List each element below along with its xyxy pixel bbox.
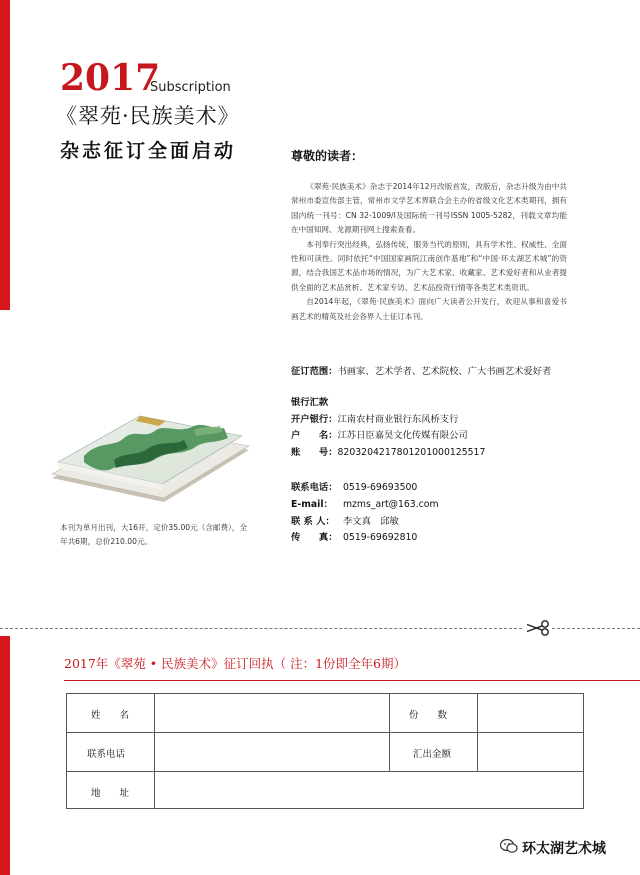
bank-row [291,445,485,462]
letter-body [291,180,567,324]
form-label-copies: 份 数 [409,710,448,721]
scope-value: 书画家、艺术学者、艺术院校、广大书画艺术爱好者 [337,366,552,377]
form-label-address: 地 址 [91,788,130,799]
receipt-title: 2017年《翠苑 • 民族美术》征订回执（ 注：1份即全年6期） [64,656,407,671]
bank-label: 户 名： [291,430,338,441]
contact-value: 李文真 邱敏 [343,515,399,527]
contact-value: mzms_art@163.com [343,498,439,510]
contact-label: E-mail： [291,498,333,510]
bank-label: 开户银行： [291,413,338,425]
subscription-scope [291,363,551,377]
red-side-bar-bottom [0,636,10,875]
watermark-text: 环太湖艺术城 [522,841,606,857]
form-label-phone: 联系电话 [87,749,126,760]
contact-row [291,530,439,547]
book-caption: 本刊为单月出刊，大16开，定价35.00元（含邮费），全年共6期，总价210.00元。 [60,523,248,546]
contact-row [291,497,439,514]
copies-field[interactable] [478,695,583,731]
bank-value: 江南农村商业银行东风桥支行 [337,413,459,425]
scope-label: 征订范围： [291,366,338,377]
letter-paragraph-3: 自2014年起，《翠苑·民族美术》面向广大读者公开发行，欢迎从事和喜爱书画艺术的精英及社会各界人士征订本刊。 [291,297,567,321]
form-label-name: 姓 名 [91,710,130,721]
scissors-icon [525,619,551,637]
name-field[interactable] [155,695,388,731]
magazine-cover-image [44,400,254,505]
salutation: 尊敬的读者： [291,149,364,163]
contact-row [291,480,439,497]
form-col-divider [389,694,390,771]
contact-info [291,480,439,547]
magazine-subtitle: 杂志征订全面启动 [60,140,237,162]
letter-paragraph-1: 《翠苑·民族美术》杂志于2014年12月改版首发，改版后，杂志升级为由中共常州市委宣传部主管，常州市文学艺术界联合会主办的省级文化艺术类期刊，拥有国内统一刊号：CN 32-1009/I及国际统一刊号ISSN 1005-5282，刊载文章均能在中国知网、龙源期刊网上搜索查看。 [291,182,567,235]
amount-field[interactable] [478,733,583,770]
bank-value: 江苏日臣嘉昊文化传媒有限公司 [337,430,468,441]
form-label-amount: 汇出金额 [413,749,452,760]
bank-row [291,412,485,429]
bank-info [291,395,485,461]
cut-line [0,628,522,629]
receipt-form [66,693,584,809]
magazine-title: 《翠苑·民族美术》 [56,104,240,128]
contact-label: 传 真： [291,532,338,544]
red-side-bar-top [0,0,10,310]
contact-row [291,514,439,531]
wechat-icon [500,838,518,854]
bank-label: 账 号： [291,446,338,458]
bank-value: 820320421780120100012551​7 [337,446,486,458]
contact-value: 0519-69692810 [343,532,418,544]
year-heading: 2017 [60,57,161,99]
contact-value: 0519-69693500 [343,482,418,493]
cut-line-end [552,628,640,629]
receipt-title-underline [64,680,640,681]
contact-label: 联系电话： [291,482,338,493]
subscription-label: Subscription [150,80,231,95]
address-field[interactable] [155,772,583,808]
contact-label: 联 系 人： [291,515,335,527]
bank-row [291,428,485,445]
letter-paragraph-2: 本刊奉行突出经典，弘扬传统，服务当代的原则，具有学术性、权威性、全面性和可读性。同时依托“中国国家画院江南创作基地”和“中国·环太湖艺术城”的资源，结合我国艺术品市场的情况，为广大艺术家、收藏家、艺术爱好者和从业者提供全面的艺术品赏析、艺术家专访、艺术品投资行情等各类艺术类资讯。 [291,239,567,292]
bank-heading: 银行汇款 [291,397,329,408]
phone-field[interactable] [155,733,388,770]
